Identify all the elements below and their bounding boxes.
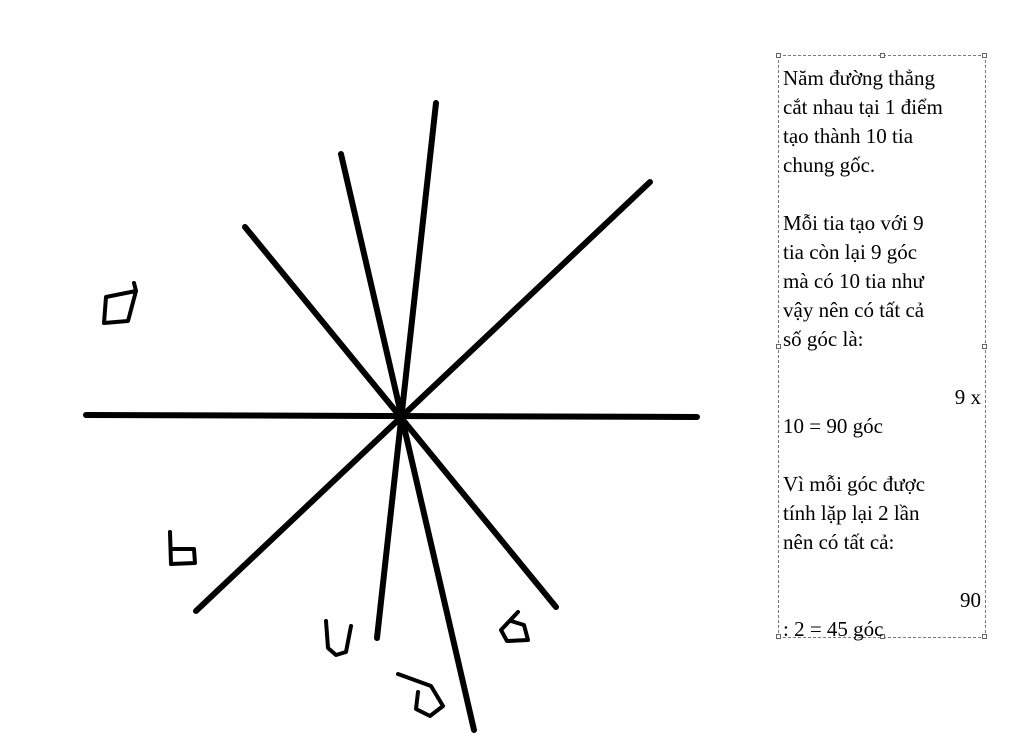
resize-handle-top-left[interactable]	[776, 53, 781, 58]
intersection-point	[395, 410, 407, 422]
line-horizontal	[86, 415, 697, 417]
handwritten-label-d	[398, 674, 443, 716]
calculation-1-part-1: 9 x	[954, 385, 981, 409]
handwritten-label-c	[326, 621, 351, 655]
calculation-2-part-1: 90	[960, 588, 981, 612]
textbox-content	[783, 64, 985, 644]
handwritten-label-a	[104, 283, 136, 323]
paragraph-duplicate-note: Vì mỗi góc được tính lặp lại 2 lần nên có tất cả:	[783, 472, 926, 554]
handwritten-label-b	[170, 532, 195, 564]
paragraph-reasoning: Mỗi tia tạo với 9 tia còn lại 9 góc mà có 10 tia như vậy nên có tất cả số góc là:	[783, 211, 925, 351]
line-steep-left	[341, 154, 474, 730]
handwritten-label-e	[501, 612, 528, 641]
resize-handle-top-middle[interactable]	[880, 53, 885, 58]
paragraph-intro: Năm đường thẳng cắt nhau tại 1 điểm tạo thành 10 tia chung gốc.	[783, 66, 943, 177]
explanation-textbox[interactable]	[778, 55, 986, 641]
resize-handle-bottom-left[interactable]	[776, 634, 781, 639]
calculation-2-part-2: : 2 = 45 góc	[783, 617, 884, 641]
resize-handle-top-right[interactable]	[982, 53, 987, 58]
calculation-1-part-2: 10 = 90 góc	[783, 414, 883, 438]
resize-handle-middle-left[interactable]	[776, 344, 781, 349]
line-steep-right	[377, 103, 436, 638]
